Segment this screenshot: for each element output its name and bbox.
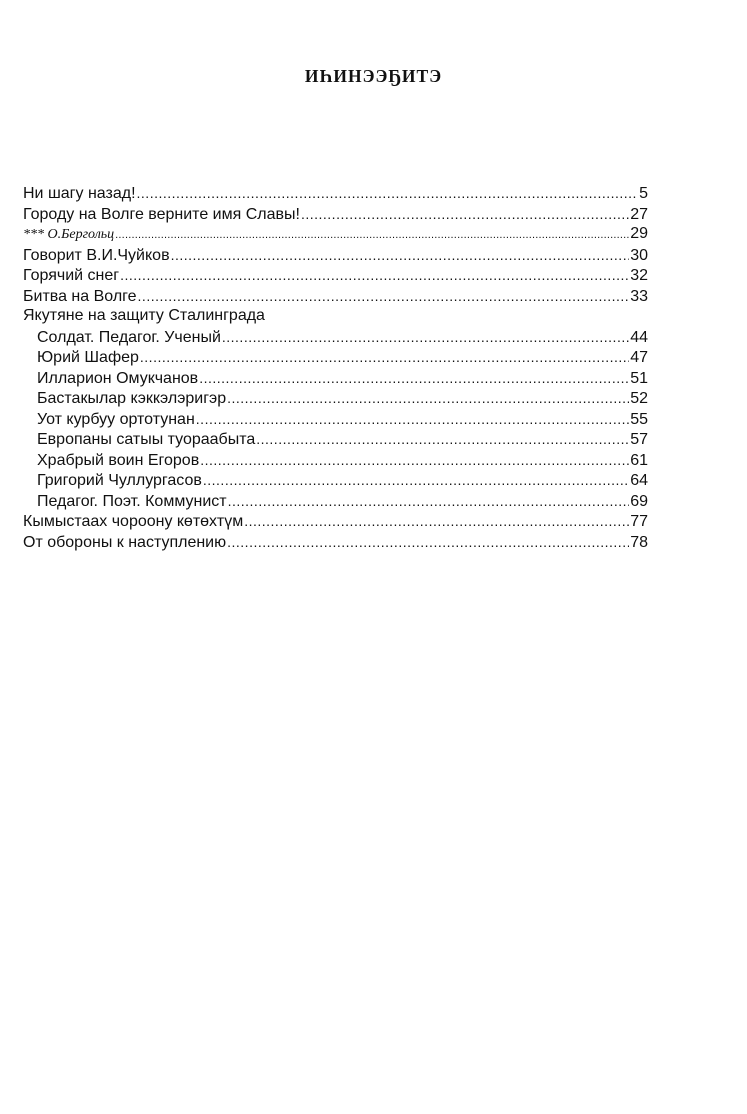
toc-entry-page: 61: [630, 451, 648, 469]
toc-entry: [23, 286, 648, 307]
toc-entry-title: Солдат. Педагог. Ученый: [37, 328, 221, 346]
toc-leader-dots: [301, 204, 629, 225]
toc-leader-dots: [227, 532, 629, 553]
toc-entry: [23, 532, 648, 553]
toc-entry-title: Юрий Шафер: [37, 349, 139, 366]
toc-entry-page: 30: [630, 246, 648, 264]
toc-subentry: [23, 409, 648, 430]
toc-entry-page: 64: [630, 472, 648, 489]
toc-entry-title: Городу на Волге верните имя Славы!: [23, 205, 300, 223]
toc-leader-dots: [203, 470, 629, 491]
toc-subentry: [23, 388, 648, 409]
toc-entry-title: Педагог. Поэт. Коммунист: [37, 492, 227, 510]
toc-entry-title: Григорий Чуллургасов: [37, 472, 202, 489]
toc-subentry: [23, 450, 648, 471]
table-of-contents: [23, 183, 648, 552]
toc-entry-title: Бастакылар кэккэлэригэр: [37, 390, 227, 407]
toc-entry-title: Говорит В.И.Чуйков: [23, 246, 170, 264]
toc-leader-dots: [200, 450, 629, 471]
toc-leader-dots: [196, 409, 629, 430]
toc-subentry: [23, 470, 648, 491]
toc-entry-title: Европаны сатыы туораабыта: [37, 431, 256, 448]
toc-entry-title: От обороны к наступлению: [23, 533, 227, 551]
toc-leader-dots: [171, 245, 630, 266]
page-title: ИҺИНЭЭҔИТЭ: [304, 66, 443, 86]
toc-leader-dots: [222, 327, 629, 348]
toc-leader-dots: [244, 511, 629, 532]
toc-leader-dots: [115, 225, 629, 246]
toc-entry-page: 44: [630, 328, 648, 346]
toc-entry-title: Якутяне на защиту Сталинграда: [23, 307, 265, 324]
toc-leader-dots: [227, 388, 629, 409]
toc-entry-page: 57: [630, 431, 648, 448]
toc-entry-page: 32: [630, 267, 648, 284]
toc-leader-dots: [199, 368, 629, 389]
toc-leader-dots: [256, 429, 629, 450]
toc-entry-page: 52: [630, 390, 648, 407]
toc-entry-page: 78: [630, 533, 648, 551]
toc-entry-page: 77: [630, 513, 648, 530]
toc-entry-page: 29: [630, 225, 648, 242]
toc-entry: [23, 511, 648, 532]
toc-entry-page: 69: [630, 492, 648, 510]
toc-entry-page: 33: [630, 287, 648, 305]
toc-subentry: [23, 429, 648, 450]
toc-entry-page: 47: [630, 349, 648, 366]
toc-subentry: [23, 347, 648, 368]
toc-subentry: [23, 327, 648, 348]
toc-entry: [23, 224, 648, 245]
toc-subentry: [23, 368, 648, 389]
toc-leader-dots: [137, 183, 639, 204]
toc-leader-dots: [120, 265, 629, 286]
toc-entry: [23, 204, 648, 225]
toc-entry-page: 5: [639, 185, 648, 202]
toc-entry-title: *** О.Бергольц: [23, 227, 115, 242]
toc-entry-title: Храбрый воин Егоров: [37, 451, 200, 469]
toc-entry-page: 27: [630, 205, 648, 223]
toc-entry-title: Илларион Омукчанов: [37, 369, 199, 387]
toc-leader-dots: [138, 286, 630, 307]
toc-entry: [23, 245, 648, 266]
toc-section-heading: [23, 306, 648, 327]
toc-entry-page: 51: [630, 369, 648, 387]
toc-entry-title: Уот курбуу ортотунан: [37, 410, 195, 428]
toc-entry-title: Битва на Волге: [23, 287, 137, 305]
toc-entry: [23, 183, 648, 204]
toc-entry: [23, 265, 648, 286]
toc-entry-title: Ни шагу назад!: [23, 185, 136, 202]
toc-leader-dots: [228, 491, 630, 512]
toc-entry-title: Горячий снег: [23, 267, 120, 284]
toc-subentry: [23, 491, 648, 512]
toc-entry-page: 55: [630, 410, 648, 428]
toc-entry-title: Кымыстаах чороону көтөхтүм: [23, 513, 244, 530]
toc-leader-dots: [140, 347, 629, 368]
